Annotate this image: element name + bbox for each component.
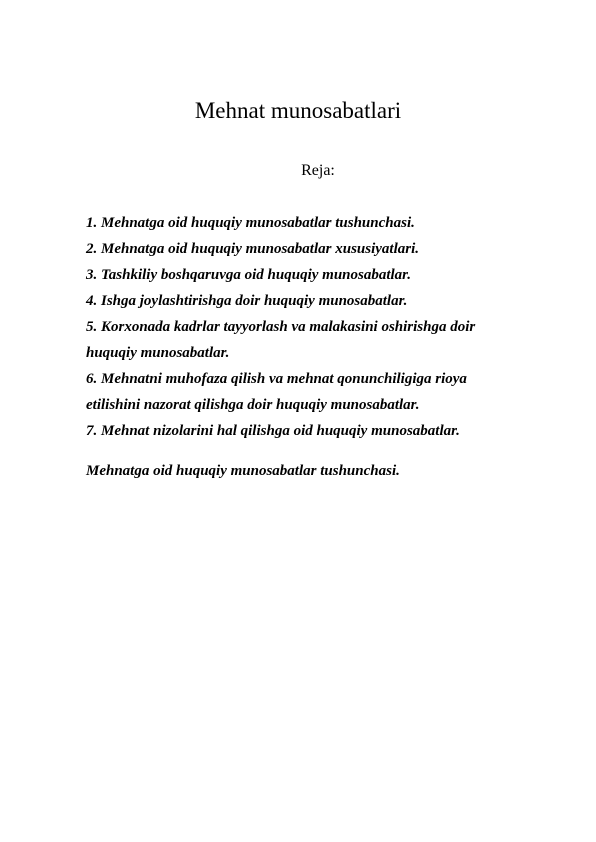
plan-item bbox=[86, 366, 536, 418]
plan-item bbox=[86, 210, 536, 236]
plan-heading: Reja: bbox=[301, 162, 335, 179]
section-heading: Mehnatga oid huquqiy munosabatlar tushunchasi. bbox=[86, 463, 400, 479]
document-title: Mehnat munosabatlari bbox=[194, 98, 402, 123]
plan-item-line: 2. Mehnatga oid huquqiy munosabatlar xususiyatlari. bbox=[86, 241, 420, 257]
plan-item-line: huquqiy munosabatlar. bbox=[86, 345, 230, 361]
plan-item bbox=[86, 236, 536, 262]
plan-item-line: 3. Tashkiliy boshqaruvga oid huquqiy munosabatlar. bbox=[86, 267, 411, 283]
plan-item-line: 1. Mehnatga oid huquqiy munosabatlar tushunchasi. bbox=[86, 215, 415, 231]
plan-item-line: 7. Mehnat nizolarini hal qilishga oid huquqiy munosabatlar. bbox=[86, 423, 460, 439]
plan-item-line: 4. Ishga joylashtirishga doir huquqiy munosabatlar. bbox=[86, 293, 408, 309]
plan-item-line: 5. Korxonada kadrlar tayyorlash va malakasini oshirishga doir bbox=[86, 319, 476, 335]
plan-item-line: 6. Mehnatni muhofaza qilish va mehnat qonunchiligiga rioya bbox=[86, 371, 467, 387]
plan-item bbox=[86, 314, 536, 366]
plan-item-line: etilishini nazorat qilishga doir huquqiy munosabatlar. bbox=[86, 397, 420, 413]
plan-item bbox=[86, 418, 536, 444]
plan-list bbox=[86, 210, 536, 444]
plan-item bbox=[86, 288, 536, 314]
plan-item bbox=[86, 262, 536, 288]
